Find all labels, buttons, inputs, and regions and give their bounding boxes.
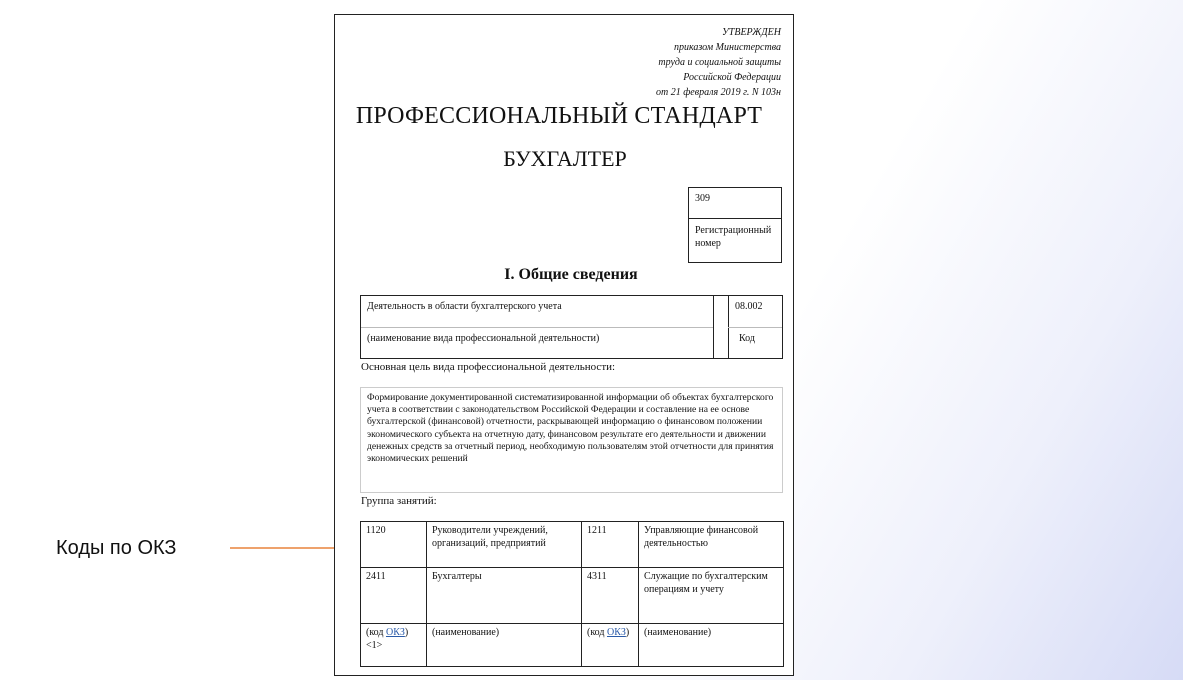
table-row bbox=[361, 624, 784, 667]
document-page bbox=[334, 14, 794, 676]
approval-line: от 21 февраля 2019 г. N 103н bbox=[655, 87, 781, 98]
footnote-ref: <1> bbox=[366, 639, 383, 651]
okz-name-cell: Бухгалтеры bbox=[427, 568, 582, 624]
activity-name-caption: (наименование вида профессиональной деятельности) bbox=[367, 333, 600, 344]
registration-number: 309 bbox=[695, 193, 710, 204]
okz-codes-callout: Коды по ОКЗ bbox=[56, 537, 177, 559]
okz-link[interactable]: ОКЗ bbox=[606, 627, 626, 638]
okz-name-cell: Управляющие финансовой деятельностью bbox=[639, 522, 784, 568]
divider bbox=[361, 327, 713, 328]
registration-label: Регистрационный номер bbox=[695, 225, 772, 249]
okz-code-cell: 2411 bbox=[361, 568, 427, 624]
okz-code-cell: 1120 bbox=[361, 522, 427, 568]
okz-name-cell: Служащие по бухгалтерским операциям и учету bbox=[639, 568, 784, 624]
activity-name: Деятельность в области бухгалтерского учета bbox=[367, 301, 562, 312]
okz-code-cell: 4311 bbox=[582, 568, 639, 624]
divider bbox=[728, 327, 782, 328]
document-title: ПРОФЕССИОНАЛЬНЫЙ СТАНДАРТ bbox=[355, 103, 763, 129]
approval-line: труда и социальной защиты bbox=[658, 57, 781, 68]
okz-code-caption-cell bbox=[582, 624, 639, 667]
divider bbox=[689, 218, 781, 219]
document-subtitle: БУХГАЛТЕР bbox=[503, 146, 627, 171]
approval-line: Российской Федерации bbox=[683, 72, 781, 83]
divider bbox=[713, 296, 714, 358]
okz-name-caption-cell: (наименование) bbox=[427, 624, 582, 667]
code-suffix: ) bbox=[404, 627, 409, 638]
okz-name-caption-cell: (наименование) bbox=[639, 624, 784, 667]
approval-line: УТВЕРЖДЕН bbox=[722, 27, 781, 38]
occupation-group-table bbox=[360, 521, 784, 667]
activity-table bbox=[360, 295, 783, 359]
occupation-group-label: Группа занятий: bbox=[361, 495, 437, 507]
approval-line: приказом Министерства bbox=[673, 42, 781, 53]
code-suffix: ) bbox=[625, 627, 630, 638]
activity-code-caption: Код bbox=[739, 333, 755, 344]
activity-code: 08.002 bbox=[735, 301, 763, 312]
okz-code-caption-cell bbox=[361, 624, 427, 667]
okz-code-cell: 1211 bbox=[582, 522, 639, 568]
callout-arrow-icon bbox=[230, 541, 350, 555]
okz-name-cell: Руководители учреждений, организаций, предприятий bbox=[427, 522, 582, 568]
table-row bbox=[361, 522, 784, 568]
table-row bbox=[361, 568, 784, 624]
section-heading: I. Общие сведения bbox=[504, 266, 638, 283]
approval-stamp bbox=[656, 25, 781, 100]
okz-link[interactable]: ОКЗ bbox=[385, 627, 405, 638]
code-prefix: (код bbox=[587, 627, 607, 638]
goal-text: Формирование документированной систематизированной информации об объектах бухгалтерского учета в соответствии с законодательством Российской Федерации и составление на ее основе бухгалтерской (финансовой) отчетности, раскрывающей информацию о финансовом положении экономического субъекта на отчетную дату, финансовом результате его деятельности и движении денежных средств за отчетный период, необходимую пользователям этой отчетности для принятия экономических решений bbox=[360, 387, 783, 493]
registration-box bbox=[688, 187, 782, 263]
code-prefix: (код bbox=[366, 627, 386, 638]
goal-label: Основная цель вида профессиональной деятельности: bbox=[361, 361, 616, 373]
